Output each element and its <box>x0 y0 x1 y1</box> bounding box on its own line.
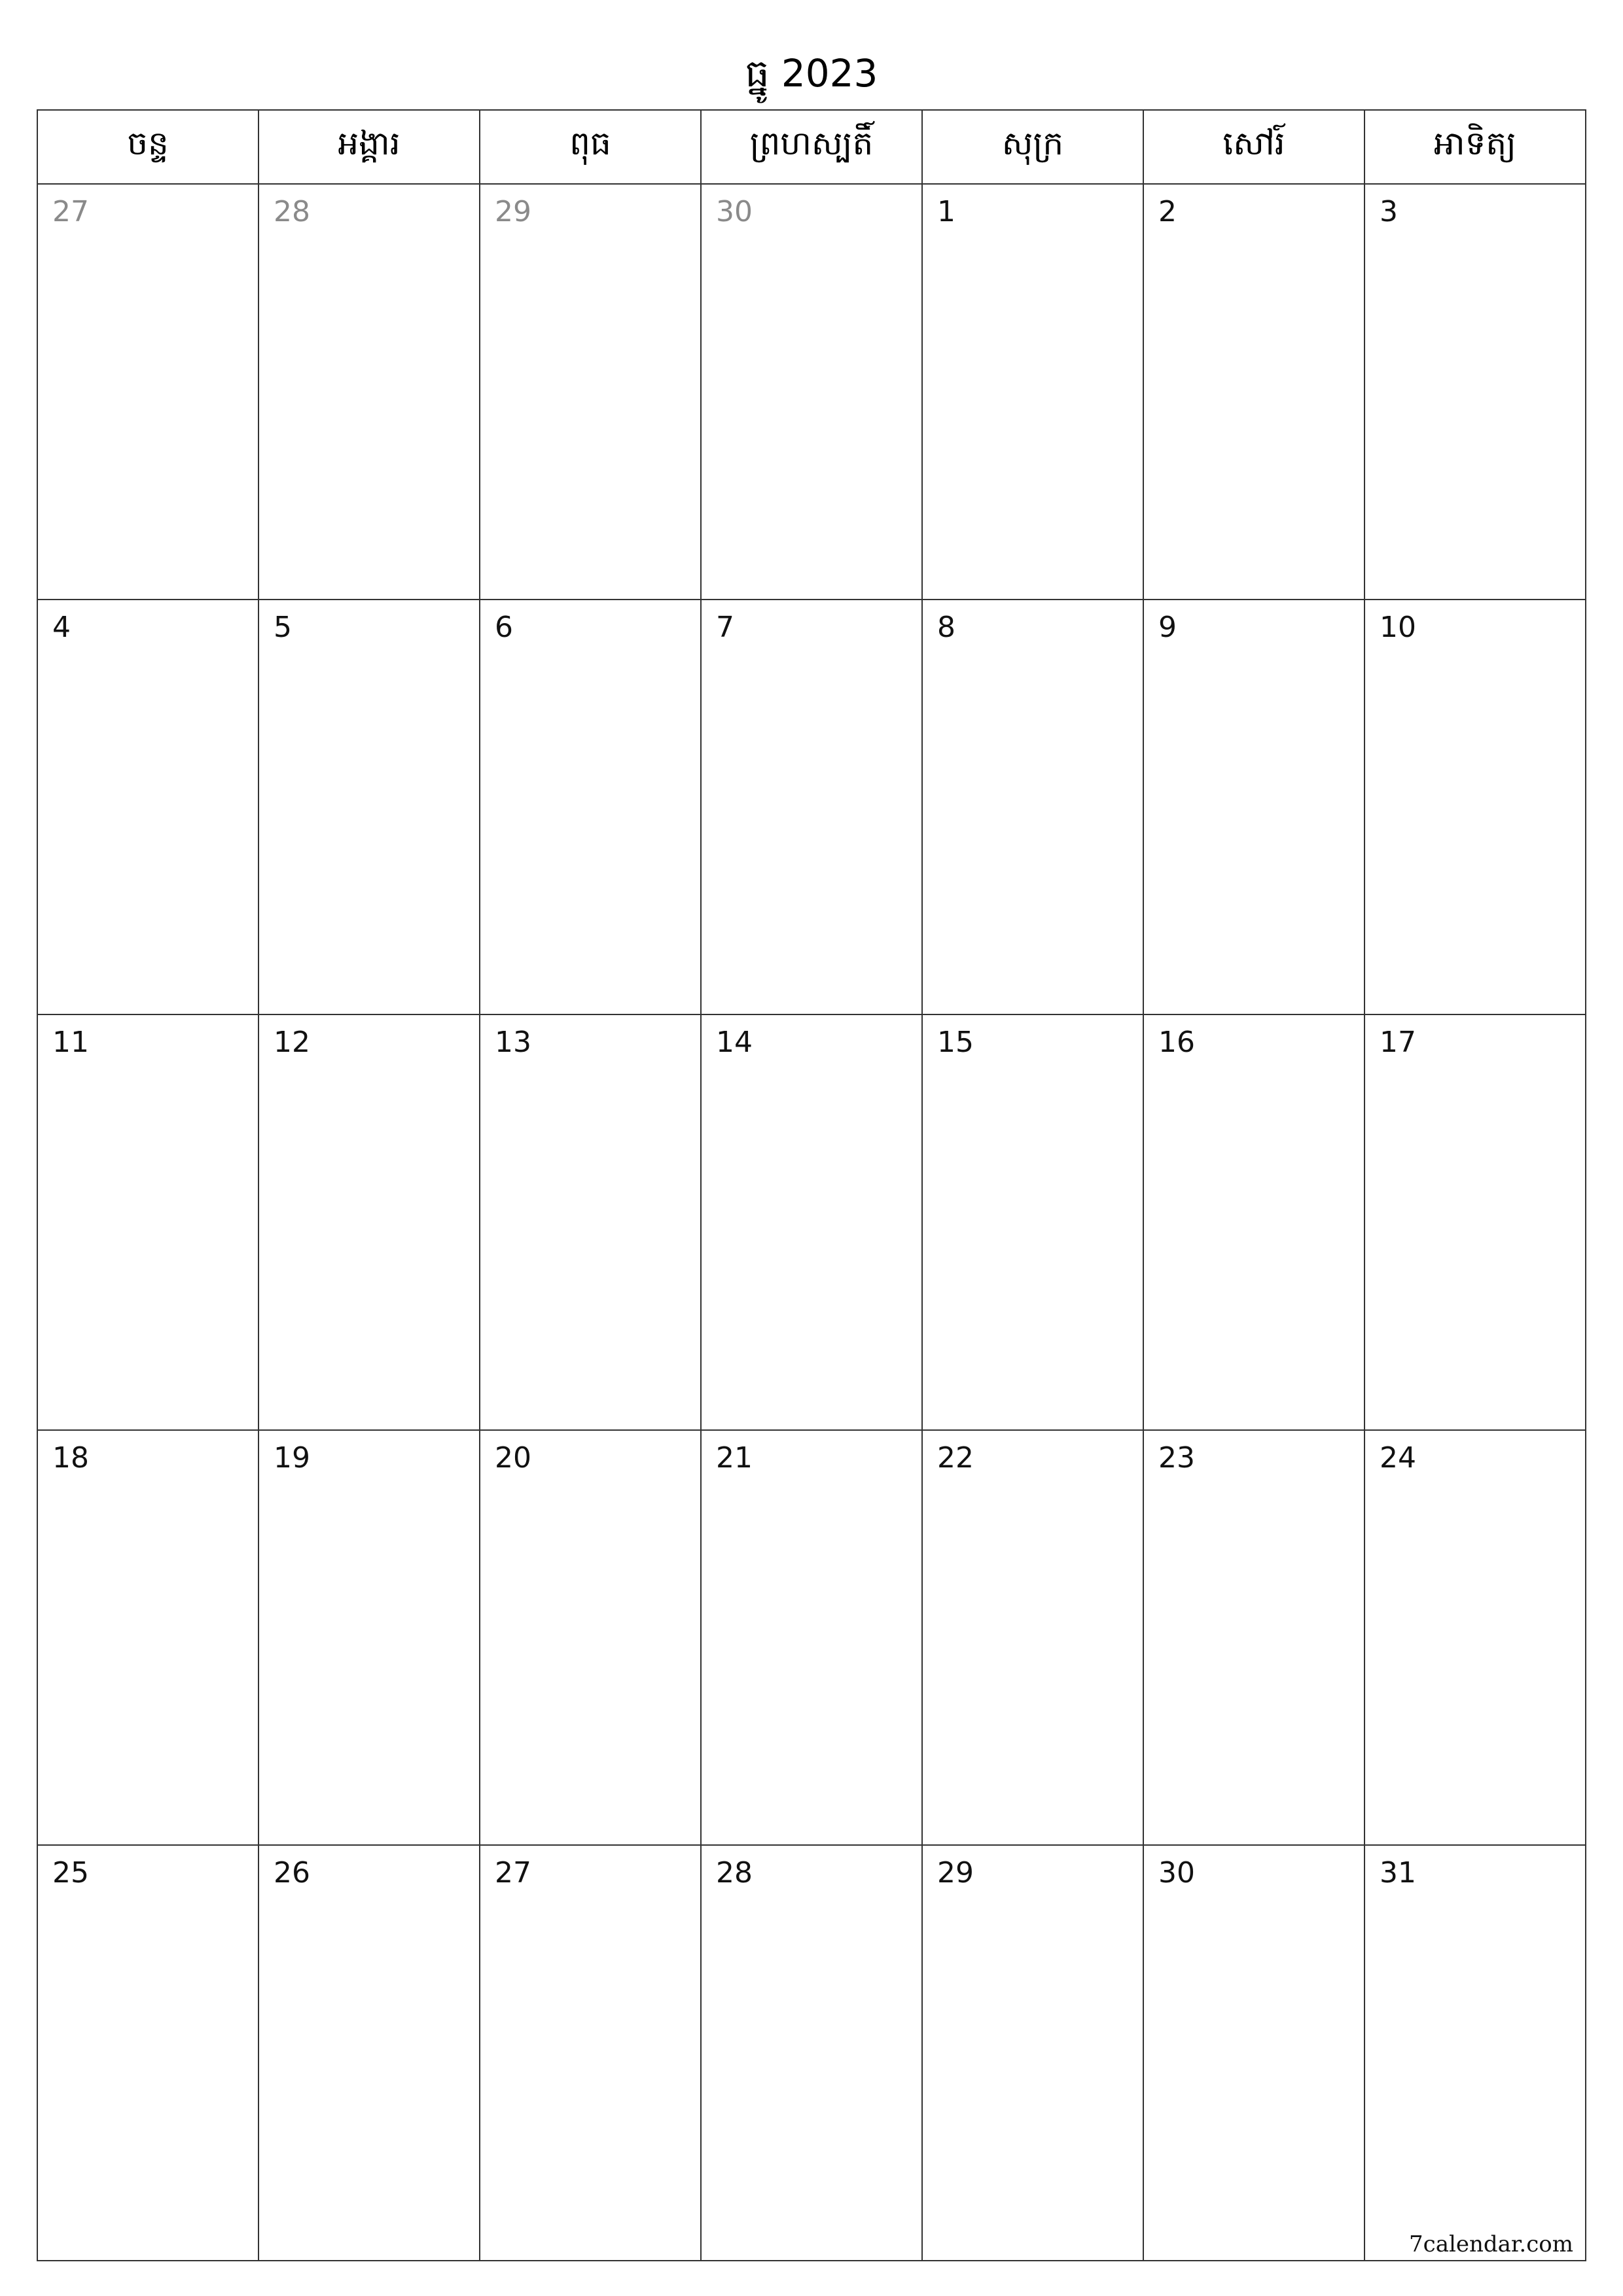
day-number: 14 <box>716 1026 753 1060</box>
day-cell <box>38 1846 259 2260</box>
day-number: 28 <box>716 1856 753 1890</box>
weekday-header-row <box>38 111 1585 185</box>
day-cell <box>1144 185 1365 599</box>
week-row-4 <box>38 1431 1585 1846</box>
day-number: 13 <box>495 1026 531 1060</box>
site-watermark: 7calendar.com <box>1409 2231 1573 2257</box>
day-number: 10 <box>1380 610 1416 644</box>
day-cell <box>38 1015 259 1429</box>
day-number: 29 <box>495 195 531 228</box>
day-number: 31 <box>1380 1856 1416 1890</box>
day-cell <box>1365 1846 1585 2260</box>
day-number: 4 <box>52 610 71 644</box>
day-cell <box>480 1015 702 1429</box>
week-row-1 <box>38 185 1585 600</box>
day-cell <box>38 600 259 1014</box>
day-number: 7 <box>716 610 734 644</box>
day-number: 30 <box>716 195 753 228</box>
weekday-header-monday: ចន្ទ <box>38 111 259 183</box>
day-cell <box>923 1846 1144 2260</box>
day-number: 6 <box>495 610 513 644</box>
month-calendar-grid <box>37 109 1586 2261</box>
day-cell <box>259 185 480 599</box>
week-row-5 <box>38 1846 1585 2260</box>
day-number: 16 <box>1158 1026 1195 1060</box>
day-cell <box>38 185 259 599</box>
day-number: 12 <box>274 1026 310 1060</box>
day-number: 9 <box>1158 610 1177 644</box>
day-number: 25 <box>52 1856 89 1890</box>
day-cell <box>480 600 702 1014</box>
day-number: 29 <box>937 1856 974 1890</box>
day-cell <box>1365 1431 1585 1845</box>
calendar-title: ធ្នូ 2023 <box>745 51 878 96</box>
day-cell <box>259 600 480 1014</box>
day-number: 17 <box>1380 1026 1416 1060</box>
day-number: 23 <box>1158 1441 1195 1475</box>
day-cell <box>1144 1431 1365 1845</box>
day-number: 28 <box>274 195 310 228</box>
week-row-2 <box>38 600 1585 1016</box>
day-number: 5 <box>274 610 292 644</box>
day-number: 3 <box>1380 195 1398 228</box>
day-cell <box>1144 1015 1365 1429</box>
day-number: 20 <box>495 1441 531 1475</box>
day-cell <box>480 1431 702 1845</box>
day-cell <box>702 600 923 1014</box>
day-number: 21 <box>716 1441 753 1475</box>
day-cell <box>923 1431 1144 1845</box>
day-cell <box>1144 600 1365 1014</box>
day-cell <box>38 1431 259 1845</box>
day-number: 19 <box>274 1441 310 1475</box>
day-cell <box>480 1846 702 2260</box>
day-number: 22 <box>937 1441 974 1475</box>
day-cell <box>1365 185 1585 599</box>
day-cell <box>259 1846 480 2260</box>
day-number: 18 <box>52 1441 89 1475</box>
day-cell <box>702 185 923 599</box>
day-cell <box>259 1015 480 1429</box>
day-number: 15 <box>937 1026 974 1060</box>
day-cell <box>923 1015 1144 1429</box>
day-number: 24 <box>1380 1441 1416 1475</box>
weekday-header-saturday: សៅរ៍ <box>1144 111 1365 183</box>
weekday-header-thursday: ព្រហស្បតិ៍ <box>702 111 923 183</box>
weekday-header-tuesday: អង្គារ <box>259 111 480 183</box>
day-cell <box>1144 1846 1365 2260</box>
day-cell <box>702 1431 923 1845</box>
weekday-header-friday: សុក្រ <box>923 111 1144 183</box>
day-cell <box>923 600 1144 1014</box>
day-number: 11 <box>52 1026 89 1060</box>
day-number: 27 <box>495 1856 531 1890</box>
day-number: 27 <box>52 195 89 228</box>
day-cell <box>480 185 702 599</box>
day-cell <box>702 1015 923 1429</box>
day-number: 26 <box>274 1856 310 1890</box>
day-cell <box>702 1846 923 2260</box>
week-row-3 <box>38 1015 1585 1431</box>
day-number: 2 <box>1158 195 1177 228</box>
day-number: 1 <box>937 195 955 228</box>
weekday-header-wednesday: ពុធ <box>480 111 702 183</box>
day-cell <box>1365 600 1585 1014</box>
day-cell <box>923 185 1144 599</box>
day-cell <box>1365 1015 1585 1429</box>
week-rows <box>38 185 1585 2260</box>
day-number: 30 <box>1158 1856 1195 1890</box>
day-number: 8 <box>937 610 955 644</box>
weekday-header-sunday: អាទិត្យ <box>1434 124 1516 162</box>
day-cell <box>259 1431 480 1845</box>
